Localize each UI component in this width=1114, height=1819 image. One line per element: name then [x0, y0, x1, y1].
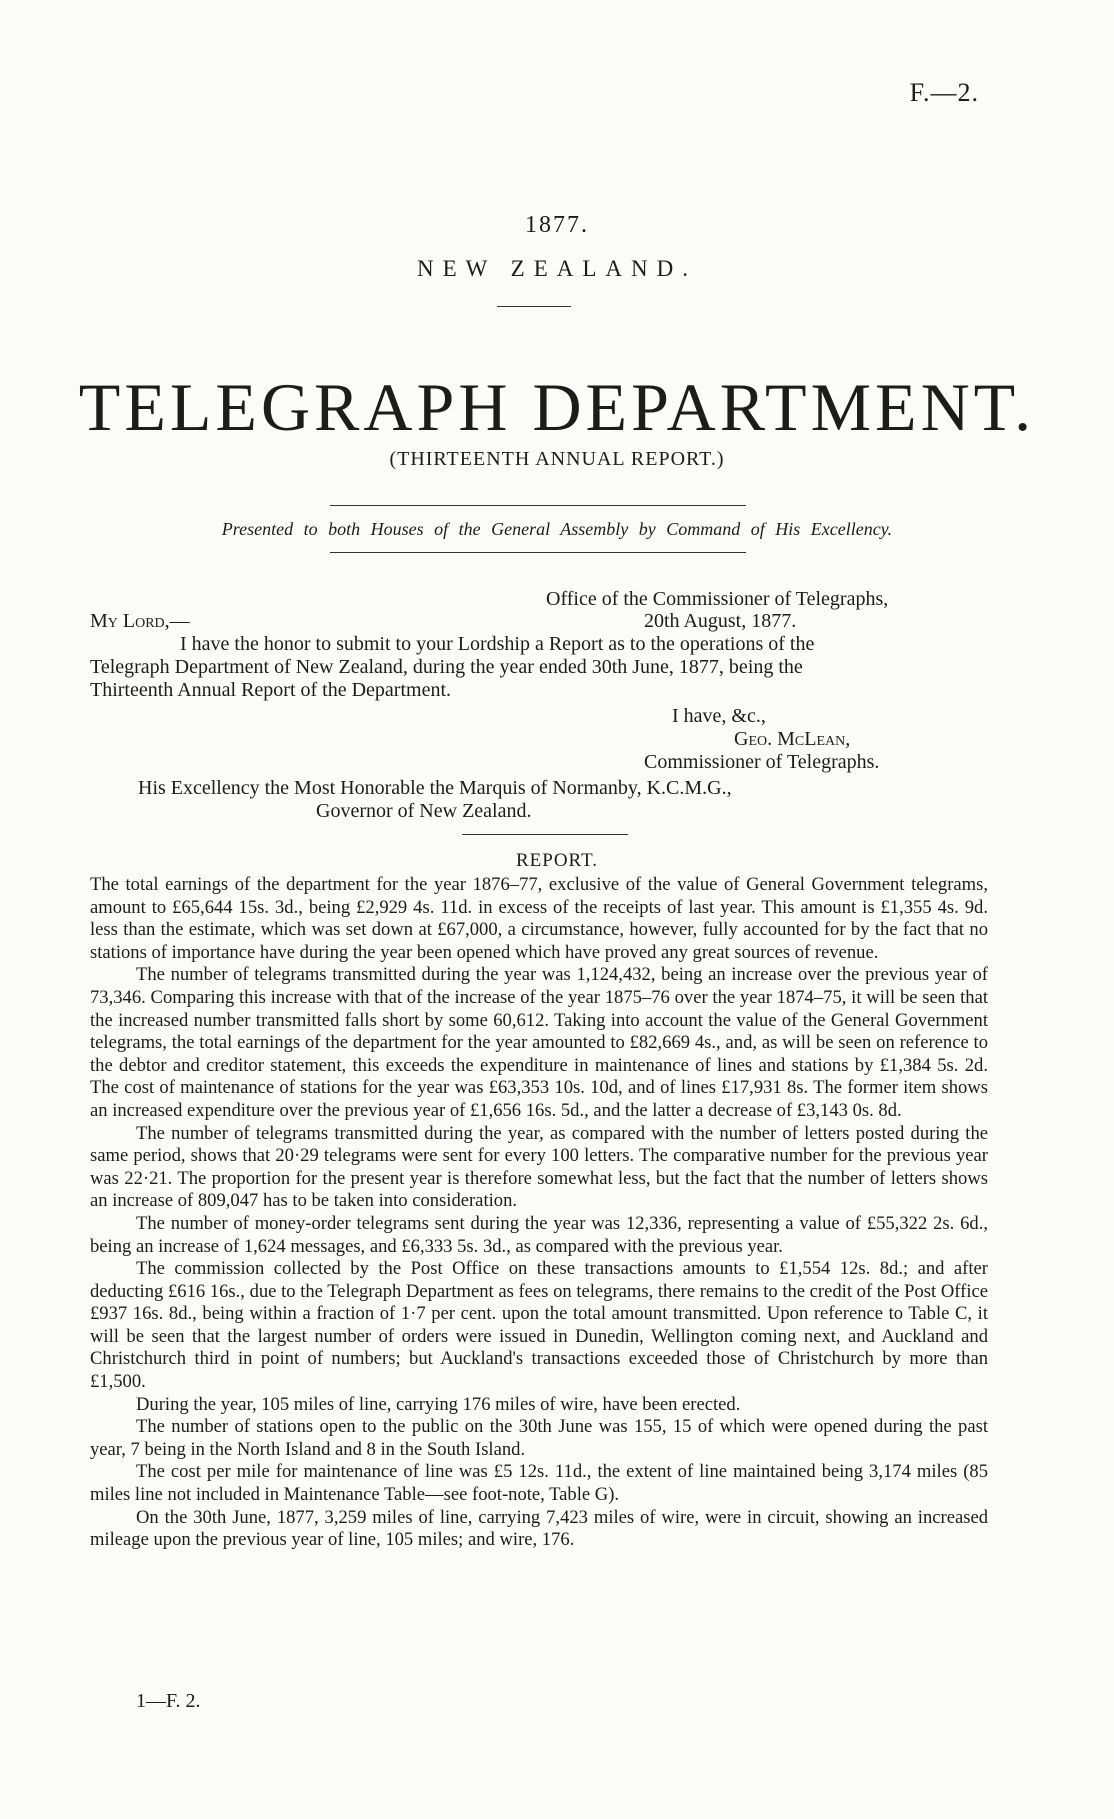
letter-signatory: Geo. McLean, — [734, 728, 851, 750]
country-heading: NEW ZEALAND. — [416, 256, 698, 281]
report-paragraph: The total earnings of the department for the year 1876–77, exclusive of the value of General Government telegrams, amount to £65,644 15s. 3d., being £2,929 4s. 11d. in excess of the receipts of last year. This amount is £1,355 4s. 9d. less than the estimate, which was set down at £67,000, a circumstance, however, fully accounted for by the fact that no stations of importance have during the year been opened which have proved any great sources of revenue. — [90, 874, 988, 963]
letter-body-line: I have the honor to submit to your Lordship a Report as to the operations of the — [180, 633, 815, 655]
divider-top — [330, 505, 746, 506]
report-paragraph: The commission collected by the Post Office on these transactions amounts to £1,554 12s. 8d.; and after deducting £616 16s., due to the Telegraph Department as fees on telegrams, there remains to the credit of the Post Office £937 16s. 8d., being within a fraction of 1·7 per cent. upon the total amount transmitted. Upon reference to Table C, it will be seen that the largest number of orders were issued in Dunedin, Wellington coming next, and Auckland and Christchurch third in point of numbers; but Auckland's transactions exceeded those of Christchurch by more than £1,500. — [90, 1258, 988, 1393]
letter-closing: I have, &c., — [672, 705, 766, 727]
page-reference: F.—2. — [909, 78, 979, 107]
divider-short — [497, 306, 571, 307]
report-body — [90, 874, 988, 1552]
letter-date: 20th August, 1877. — [644, 610, 797, 632]
divider-bottom — [330, 552, 746, 553]
report-year: 1877. — [525, 212, 589, 238]
report-paragraph: During the year, 105 miles of line, carrying 176 miles of wire, have been erected. — [136, 1393, 741, 1415]
report-paragraph: The number of stations open to the public on the 30th June was 155, 15 of which were opened during the past year, 7 being in the North Island and 8 in the South Island. — [90, 1416, 988, 1460]
divider-report — [462, 834, 628, 835]
report-paragraph: On the 30th June, 1877, 3,259 miles of line, carrying 7,423 miles of wire, were in circuit, showing an increased mileage upon the previous year of line, 105 miles; and wire, 176. — [90, 1506, 988, 1551]
report-paragraph: The number of telegrams transmitted during the year, as compared with the number of letters posted during the same period, shows that 20·29 telegrams were sent for every 100 letters. The comparative number for the previous year was 22·21. The proportion for the present year is therefore somewhat less, but the fact that the number of letters shows an increase of 809,047 has to be taken into consideration. — [90, 1122, 988, 1212]
letter-addressee: His Excellency the Most Honorable the Marquis of Normanby, K.C.M.G., — [138, 777, 732, 799]
letter-body-line: Telegraph Department of New Zealand, during the year ended 30th June, 1877, being the — [90, 656, 803, 678]
letter-addressee-title: Governor of New Zealand. — [316, 800, 532, 822]
letter-office: Office of the Commissioner of Telegraphs, — [546, 588, 889, 610]
letter-signatory-title: Commissioner of Telegraphs. — [644, 751, 880, 773]
report-heading: REPORT. — [515, 850, 599, 871]
document-subtitle: (THIRTEENTH ANNUAL REPORT.) — [389, 448, 725, 470]
report-paragraph: The number of money-order telegrams sent during the year was 12,336, representing a value of £55,322 2s. 6d., being an increase of 1,624 messages, and £6,333 5s. 3d., as compared with the previous year. — [90, 1212, 988, 1257]
document-title: TELEGRAPH DEPARTMENT. — [78, 369, 1036, 445]
report-paragraph: The number of telegrams transmitted during the year was 1,124,432, being an increase over the previous year of 73,346. Comparing this increase with that of the increase of the year 1875–76 over the year 1874–75, it will be seen that the increased number transmitted falls short by some 60,612. Taking into account the value of the General Government telegrams, the total earnings of the department for the year amounted to £82,669 4s., and, as will be seen on reference to the debtor and creditor statement, this exceeds the expenditure in maintenance of lines and stations by £1,384 5s. 2d. The cost of maintenance of stations for the year was £63,353 10s. 10d, and of lines £17,931 8s. The former item shows an increased expenditure over the previous year of £1,656 16s. 5d., and the latter a decrease of £3,143 0s. 8d. — [90, 964, 988, 1121]
footer-reference: 1—F. 2. — [136, 1690, 201, 1712]
letter-body-line: Thirteenth Annual Report of the Department. — [90, 679, 452, 701]
presented-line: Presented to both Houses of the General Assembly by Command of His Excellency. — [221, 519, 893, 539]
letter-salutation: My Lord,— — [90, 610, 190, 632]
report-paragraph: The cost per mile for maintenance of line was £5 12s. 11d., the extent of line maintained being 3,174 miles (85 miles line not included in Maintenance Table—see foot-note, Table G). — [90, 1461, 988, 1506]
